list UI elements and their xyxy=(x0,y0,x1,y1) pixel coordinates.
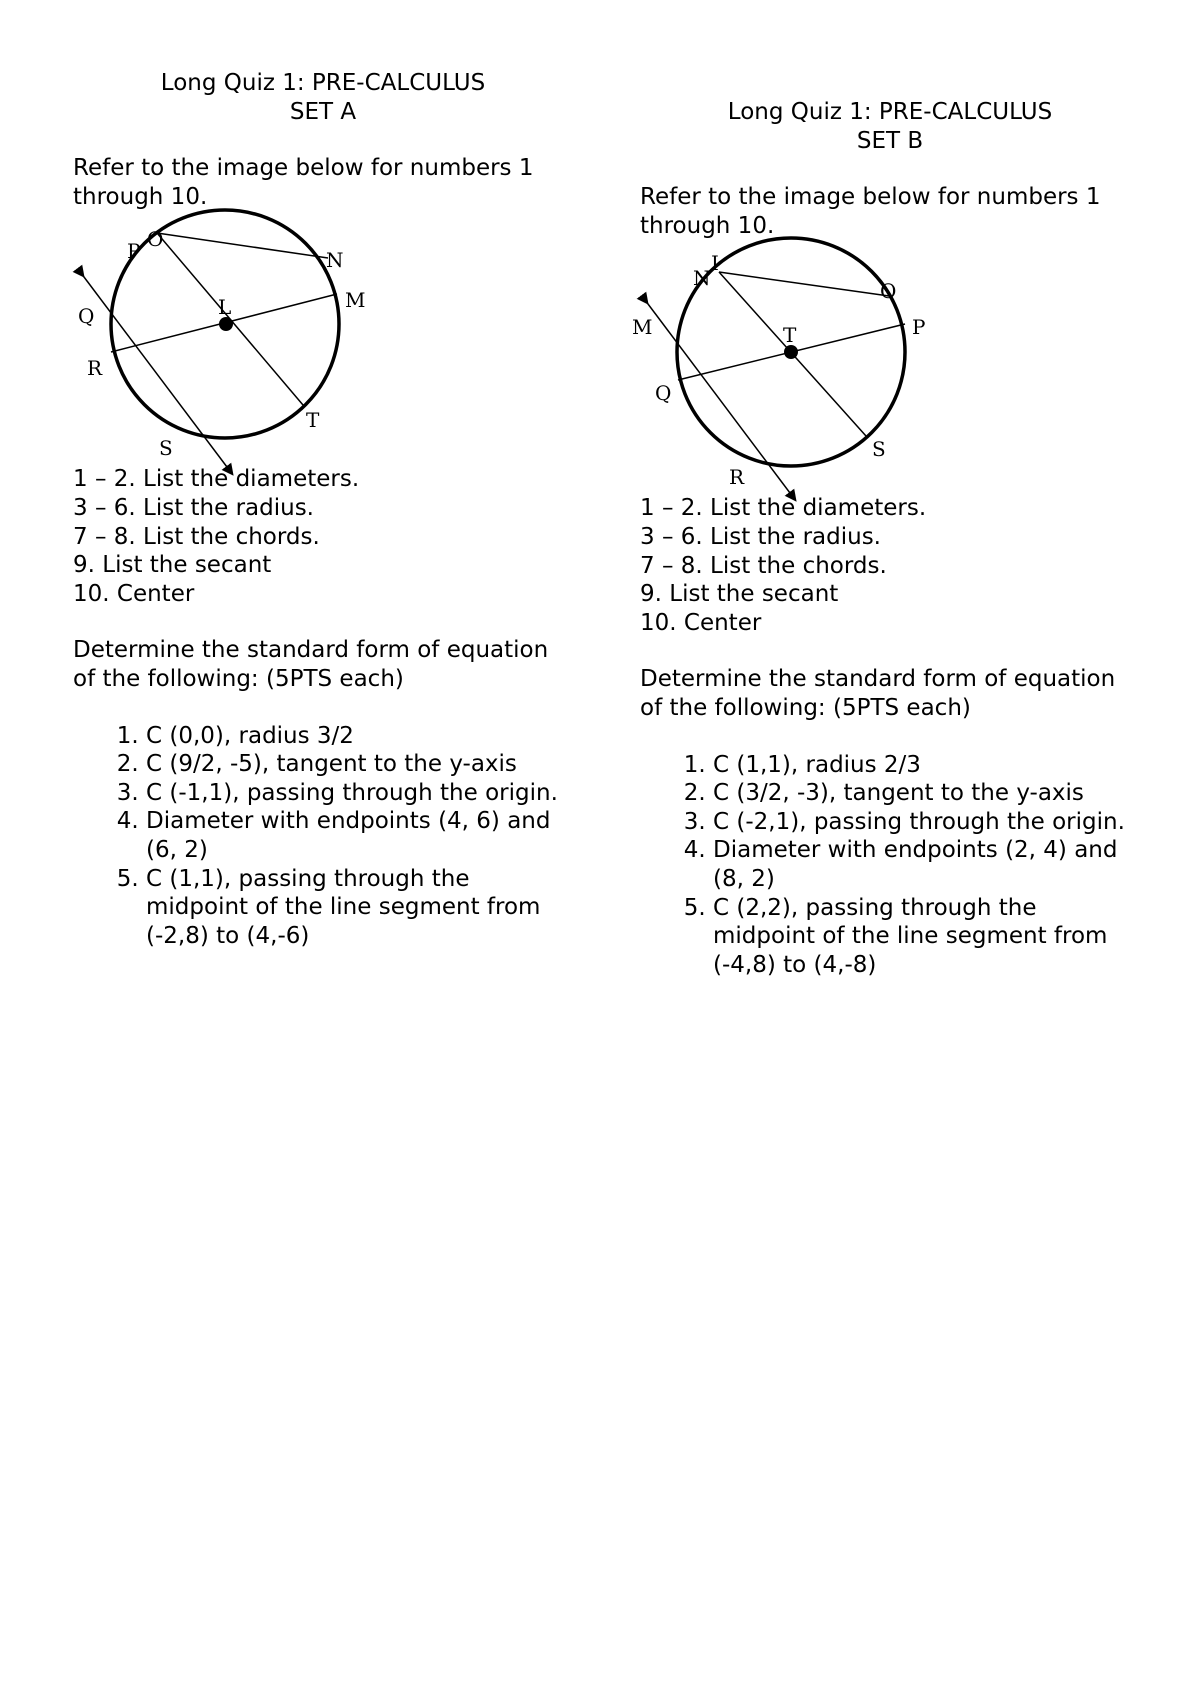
problem-item: 2. C (9/2, -5), tangent to the y-axis xyxy=(146,750,573,779)
label-o: O xyxy=(147,227,164,252)
label-t: T xyxy=(783,323,797,348)
quiz-title: Long Quiz 1: PRE-CALCULUS xyxy=(727,99,1053,125)
intro-text: Refer to the image below for numbers 1 through 10. xyxy=(73,155,534,210)
problem-item: 4. Diameter with endpoints (4, 6) and (6, 2) xyxy=(146,807,573,864)
label-l: L xyxy=(218,295,232,320)
question-item: 9. List the secant xyxy=(640,581,839,608)
question-item: 10. Center xyxy=(73,580,195,607)
question-item: 7 – 8. List the chords. xyxy=(640,552,887,579)
label-r: R xyxy=(729,465,745,490)
quiz-title: Long Quiz 1: PRE-CALCULUS xyxy=(160,70,486,96)
secant-line xyxy=(81,273,230,471)
question-item: 1 – 2. List the diameters. xyxy=(640,495,927,522)
set-label: SET B xyxy=(856,127,924,154)
label-r: R xyxy=(87,356,103,381)
problem-item: 3. C (-1,1), passing through the origin. xyxy=(146,779,573,808)
label-m: M xyxy=(345,288,366,313)
question-item: 9. List the secant xyxy=(73,552,272,579)
label-o: O xyxy=(880,279,897,304)
question-item: 1 – 2. List the diameters. xyxy=(73,466,360,493)
problem-item: 3. C (-2,1), passing through the origin. xyxy=(713,808,1140,837)
label-q: Q xyxy=(655,381,672,406)
problem-item: 1. C (0,0), radius 3/2 xyxy=(146,722,573,751)
problem-item: 2. C (3/2, -3), tangent to the y-axis xyxy=(713,779,1140,808)
circle-diagram xyxy=(73,215,393,465)
intro-text: Refer to the image below for numbers 1 through 10. xyxy=(640,184,1101,239)
question-item: 3 – 6. List the radius. xyxy=(73,494,314,521)
chord-on xyxy=(157,233,328,258)
question-item: 3 – 6. List the radius. xyxy=(640,523,881,550)
problem-item: 5. C (1,1), passing through the midpoint of the line segment from (-2,8) to (4,-6) xyxy=(146,865,573,951)
center-point xyxy=(784,345,798,359)
label-t: T xyxy=(306,408,320,433)
problem-list xyxy=(640,751,1140,980)
label-s: S xyxy=(872,437,886,462)
label-p: P xyxy=(912,315,926,340)
question-item: 10. Center xyxy=(640,609,762,636)
set-label: SET A xyxy=(289,98,357,125)
instruction-text: Determine the standard form of equation of the following: (5PTS each) xyxy=(73,637,549,692)
label-i: I xyxy=(711,251,719,276)
quiz-set-b xyxy=(632,98,1140,979)
label-n: N xyxy=(693,266,711,291)
label-p: P xyxy=(127,239,141,264)
circle-diagram xyxy=(632,244,960,494)
problem-item: 1. C (1,1), radius 2/3 xyxy=(713,751,1140,780)
problem-list xyxy=(73,722,573,951)
label-n: N xyxy=(326,248,344,273)
problem-item: 4. Diameter with endpoints (2, 4) and (8, 2) xyxy=(713,836,1140,893)
instruction-text: Determine the standard form of equation of the following: (5PTS each) xyxy=(640,666,1116,721)
chord-io xyxy=(719,272,889,296)
label-m: M xyxy=(632,315,653,340)
label-q: Q xyxy=(78,304,95,329)
question-item: 7 – 8. List the chords. xyxy=(73,523,320,550)
quiz-set-a xyxy=(73,69,573,950)
label-s: S xyxy=(159,436,173,461)
problem-item: 5. C (2,2), passing through the midpoint of the line segment from (-4,8) to (4,-8) xyxy=(713,894,1140,980)
center-point xyxy=(219,317,233,331)
